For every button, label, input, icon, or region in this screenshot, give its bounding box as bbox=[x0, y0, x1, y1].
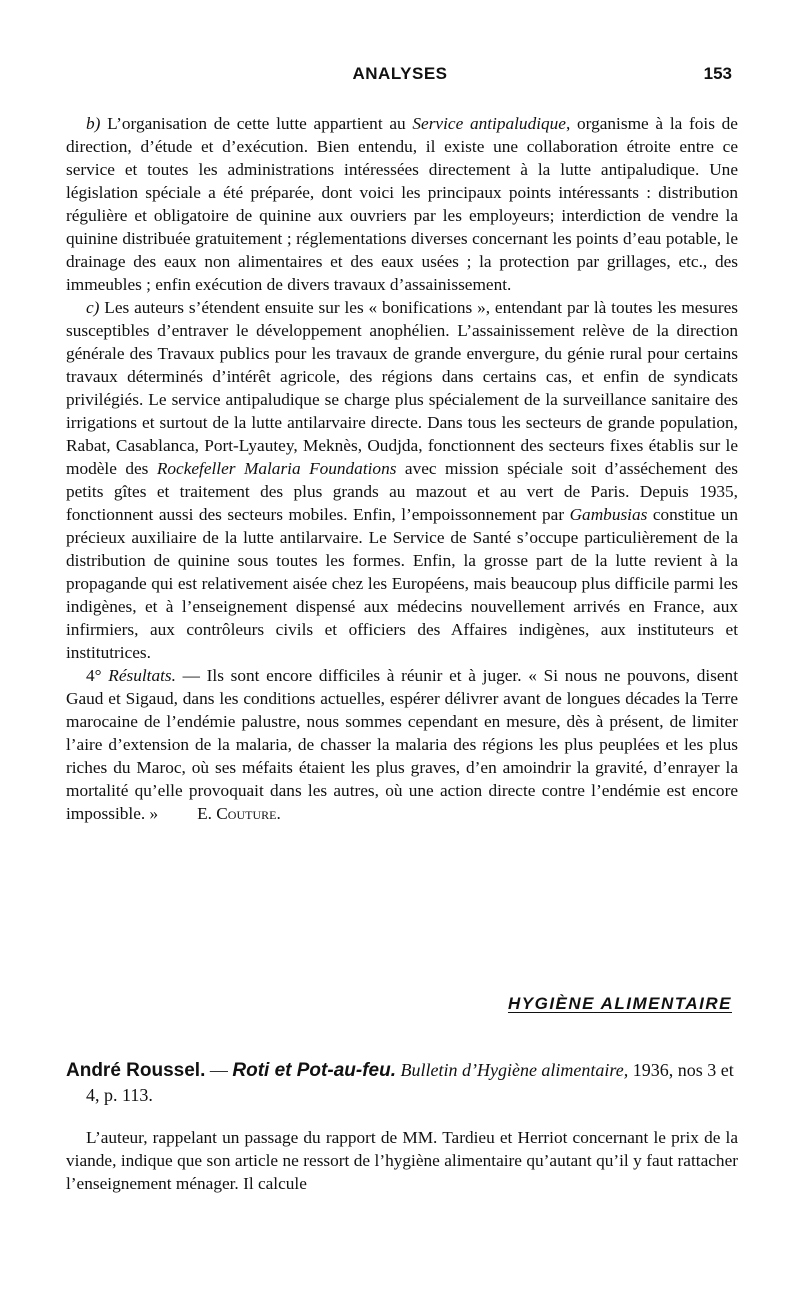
analysis-body bbox=[66, 112, 738, 825]
page-header bbox=[68, 64, 732, 88]
citation-dash: — bbox=[205, 1060, 233, 1080]
citation-author: André Roussel. bbox=[66, 1060, 206, 1081]
abstract-body bbox=[66, 1126, 738, 1195]
paragraph-label: c) bbox=[86, 298, 100, 317]
abstract-paragraph: L’auteur, rappelant un passage du rapport de MM. Tardieu et Herriot concernant le prix de la viande, indique que son article ne ressort de l’hygiène alimentaire qu’autant qu’il y faut rattacher l’enseignement ménager. Il calcule bbox=[66, 1128, 738, 1193]
author-signature: E. Couture. bbox=[197, 804, 281, 823]
paragraph-label: b) bbox=[86, 114, 101, 133]
paragraph-text: Les auteurs s’étendent ensuite sur les « bonifications », entendant par là toutes les mesures susceptibles d’entraver le développement anophélien. L’assainissement relève de la direction générale des Travaux publics pour les travaux de grande envergure, du génie rural pour certains travaux déterminés d’intérêt agricole, des régions dans certains cas, et enfin de syndicats privilégiés. Le service antipaludique se charge plus spécialement de la surveillance sanitaire des irrigations et surtout de la lutte antilarvaire directe. Dans tous les secteurs de grande population, Rabat, Casablanca, Port-Lyautey, Meknès, Oudjda, fonctionnent des secteurs fixes établis sur le modèle des bbox=[66, 298, 738, 478]
emphasis-text: Service antipaludique bbox=[412, 114, 566, 133]
paragraph-text: L’organisation de cette lutte appartient au bbox=[100, 114, 413, 133]
citation-journal: Bulletin d’Hygiène alimentaire, bbox=[395, 1060, 629, 1080]
section-heading: HYGIÈNE ALIMENTAIRE bbox=[507, 994, 732, 1013]
emphasis-text: Gambusias bbox=[569, 505, 648, 524]
page-number: 153 bbox=[703, 64, 732, 83]
running-title: ANALYSES bbox=[352, 64, 448, 83]
paragraph-c bbox=[66, 296, 738, 664]
paragraph-label: 4° bbox=[86, 666, 109, 685]
citation-details: 1936, nos 3 et 4, p. 113. bbox=[86, 1060, 734, 1105]
citation-title: Roti et Pot-au-feu. bbox=[232, 1060, 396, 1081]
paragraph-b bbox=[66, 112, 738, 296]
paragraph-text: avec mission spéciale soit d’asséchement des petits gîtes et traitement des plus grands au mazout et au vert de Paris. Depuis 1935, fonctionnent aussi des secteurs mobiles. Enfin, l’empoissonnement par bbox=[66, 459, 738, 524]
results-heading: Résultats. bbox=[108, 666, 176, 685]
paragraph-text: , organisme à la fois de direction, d’étude et d’exécution. Bien entendu, il existe une collaboration étroite entre ce service et toutes les administrations intéressées directement à la lutte antipaludique. Une législation spéciale a été préparée, dont voici les principaux points intéressants : distribution régulière et obligatoire de quinine aux ouvriers par les employeurs; interdiction de vendre la quinine distribuée gratuitement ; réglementations diverses concernant les points d’eau potable, le drainage des eaux non alimentaires et des eaux usées ; la protection par grillages, etc., des immeubles ; enfin exécution de divers travaux d’assainissement. bbox=[66, 114, 738, 294]
paragraph-results bbox=[66, 664, 738, 825]
paragraph-text: — Ils sont encore difficiles à réunir et à juger. « Si nous ne pouvons, disent Gaud et Sigaud, dans les conditions actuelles, espérer délivrer avant de longues décades la Terre marocaine de l’endémie palustre, nous sommes cependant en mesure, dès à présent, de limiter l’aire d’extension de la malaria, de chasser la malaria des régions les plus peuplées et les plus riches du Maroc, où ses méfaits étaient les plus graves, d’en amoindrir la gravité, d’enrayer la mortalité qu’elle provoquait dans les autres, où une action directe contre l’endémie est encore impossible. » bbox=[66, 666, 738, 823]
bibliographic-citation bbox=[66, 1058, 738, 1108]
paragraph-text: constitue un précieux auxiliaire de la lutte antilarvaire. Le Service de Santé s’occupe particulièrement de la distribution de quinine sous toutes les formes. Enfin, la grosse part de la lutte revient à la propagande qui est relativement aisée chez les Européens, mais beaucoup plus difficile parmi les indigènes, et à l’enseignement dispensé aux médecins nouvellement arrivés en France, aux infirmiers, aux contrôleurs civils et officiers des Affaires indigènes, aux instituteurs et institutrices. bbox=[66, 505, 738, 662]
emphasis-text: Rockefeller Malaria Foundations bbox=[156, 459, 397, 478]
